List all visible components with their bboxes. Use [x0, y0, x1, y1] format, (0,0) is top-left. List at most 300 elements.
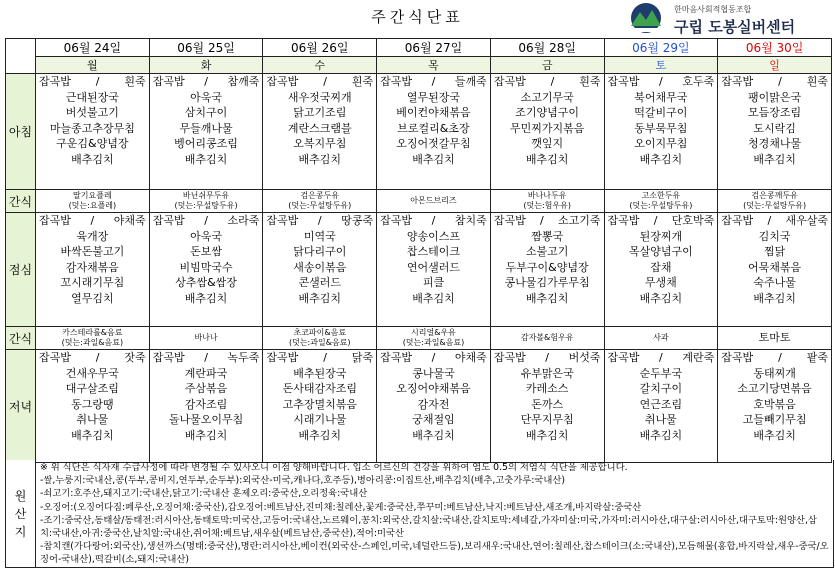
- porridge-text: 새우살죽: [785, 214, 828, 227]
- snack-line: (덧는:과일&음료): [288, 338, 351, 347]
- menu-item: 취나물: [76, 413, 109, 426]
- snack2-cell: [36, 327, 150, 350]
- menu-item: 소불고기: [525, 245, 569, 258]
- rice-text: 잡곡밥: [152, 75, 185, 88]
- menu-item: 열무된장국: [406, 90, 461, 104]
- slash-text: /: [545, 351, 550, 364]
- origin-notes: [5, 460, 834, 568]
- porridge-text: 땅콩죽: [341, 214, 374, 227]
- menu-item: 브로컬리&초장: [397, 121, 470, 135]
- rice-porridge-line: [605, 74, 718, 90]
- corner-cell: [6, 39, 36, 74]
- snack-line: (덧는:무설탕두유): [743, 201, 807, 210]
- menu-item: 돈보쌈: [190, 245, 222, 258]
- notes-label-char: 산: [14, 506, 27, 521]
- date-text: 06월 26일: [290, 41, 349, 55]
- rice-text: 잡곡밥: [152, 351, 185, 364]
- menu-item: 순두부국: [639, 366, 683, 380]
- menu-item: 팽이맑은국: [748, 90, 802, 104]
- rice-porridge-line: [718, 350, 831, 366]
- weekday-row: [6, 57, 832, 74]
- rice-porridge-line: [491, 350, 604, 366]
- menu-item: 김치국: [758, 229, 791, 243]
- slash-text: /: [778, 75, 782, 88]
- snack-line: (덧는:과일&음료): [61, 338, 124, 347]
- snack-line: (덧는:무설탕두유): [288, 201, 352, 210]
- weekday-text: 토: [655, 59, 667, 72]
- date-header: [149, 39, 263, 57]
- menu-item: 두부구이&양념장: [505, 260, 589, 274]
- menu-item: 삼치구이: [184, 106, 228, 119]
- rice-text: 잡곡밥: [380, 351, 412, 364]
- menu-item: 북어채무국: [634, 90, 688, 104]
- date-text: 06월 25일: [177, 41, 235, 55]
- porridge-text: 팥죽: [806, 351, 828, 364]
- snack1-cell: [36, 190, 150, 213]
- rice-porridge-line: [263, 350, 376, 366]
- snack2-cell: [604, 327, 718, 350]
- menu-item: 배추김치: [298, 152, 342, 166]
- slash-text: /: [431, 214, 436, 227]
- dinner-cell: [604, 350, 718, 463]
- menu-item: 오징어젓갈무침: [396, 137, 471, 150]
- menu-item: 배추김치: [184, 152, 228, 166]
- meal-label-text: 간식: [8, 194, 33, 209]
- snack-line: 초코파이&음료: [293, 328, 347, 337]
- slash-text: /: [431, 75, 436, 88]
- menu-item: 연근조림: [639, 397, 683, 411]
- menu-item: 바싹돈불고기: [60, 245, 125, 258]
- menu-item: 호박볶음: [753, 397, 796, 411]
- menu-item: 동그랑땡: [71, 397, 114, 411]
- porridge-text: 호두죽: [682, 75, 715, 88]
- rice-porridge-line: [150, 213, 263, 229]
- weekly-menu-table: [5, 38, 832, 463]
- rice-porridge-line: [377, 213, 490, 229]
- meal-label-text: 점심: [8, 263, 33, 277]
- lunch-label: [6, 213, 36, 327]
- rice-text: 잡곡밥: [152, 214, 185, 227]
- slash-text: /: [204, 75, 208, 88]
- slash-text: /: [323, 351, 327, 364]
- menu-item: 열무김치: [71, 291, 114, 305]
- slash-text: /: [539, 214, 544, 227]
- menu-item: 대구살조림: [65, 382, 119, 395]
- snack1-label: [6, 190, 36, 213]
- lunch-cell: [36, 213, 150, 327]
- menu-item: 갈치구이: [639, 382, 683, 395]
- menu-item: 배추김치: [412, 152, 455, 166]
- menu-item: 무들깨나물: [179, 121, 233, 135]
- menu-item: 유부맑은국: [520, 366, 574, 380]
- rice-text: 잡곡밥: [721, 214, 754, 227]
- weekday-text: 월: [87, 59, 98, 72]
- slash-text: /: [95, 351, 100, 364]
- snack-line: 고소한두유: [641, 191, 681, 200]
- porridge-text: 단호박죽: [671, 214, 715, 227]
- snack-line: 검은콩두유: [300, 191, 340, 200]
- weekday-header: [490, 57, 604, 74]
- porridge-text: 소고기죽: [557, 214, 601, 227]
- meal-label-text: 저녁: [8, 399, 33, 414]
- slash-text: /: [204, 351, 208, 364]
- snack-line: 토마토: [758, 331, 791, 344]
- notes-line: -쇠고기:호주산,돼지고기:국내산,닭고기:국내산 훈제오리:중국산,오리정육:국내산: [40, 488, 368, 500]
- porridge-text: 잣죽: [124, 351, 146, 364]
- breakfast-cell: [149, 74, 263, 190]
- porridge-text: 버섯죽: [568, 351, 601, 364]
- notes-label: [6, 460, 36, 567]
- rice-text: 잡곡밥: [39, 351, 71, 364]
- snack-line: (덧는:요플레): [68, 201, 117, 210]
- menu-item: 오복지무침: [293, 137, 347, 150]
- notes-line: -오징어:(오징어다짐:페루산,오징어채:중국산),갑오징어:베트남산,진미채:칠레산,꽃게:중국산,쭈꾸미:베트남산,낙지:베트남산,새조개,바지락살:중국산: [40, 501, 642, 513]
- rice-text: 잡곡밥: [607, 351, 640, 364]
- menu-item: 조기양념구이: [515, 106, 580, 119]
- menu-item: 배추김치: [71, 152, 114, 166]
- snack2-cell: [490, 327, 604, 350]
- dinner-row: [6, 350, 832, 463]
- menu-item: 무민찌가지볶음: [509, 121, 585, 135]
- weekday-text: 화: [200, 59, 212, 72]
- menu-item: 새송이볶음: [293, 260, 347, 274]
- notes-line: -조기:중국산,동태살/동태전:러시아산,동태토막:미국산,고등어:국내산,노르웨이,꽁치:외국산,갈치살:국내산,갈치토막:세네갈,가자미살:미국,가자미:러시아산,대구살:러시아산,대구토막:원양산,삼치:국내산,아귀:중국산,날치알:국내산,쥐어채:베트남,새우살(베트남산,중국산),적어:미국산: [40, 514, 817, 540]
- menu-item: 카레소스: [525, 382, 569, 395]
- rice-text: 잡곡밥: [380, 214, 412, 227]
- menu-item: 비빔막국수: [179, 260, 233, 274]
- breakfast-cell: [36, 74, 150, 190]
- breakfast-cell: [263, 74, 377, 190]
- snack1-cell: [718, 190, 832, 213]
- dinner-cell: [149, 350, 263, 463]
- snack-line: 딸기요플레: [73, 191, 112, 200]
- menu-item: 잡채: [650, 260, 672, 274]
- menu-item: 감자채볶음: [65, 260, 119, 274]
- menu-item: 감자전: [417, 397, 450, 411]
- menu-item: 배추김치: [753, 291, 796, 305]
- notes-text: [36, 460, 833, 567]
- menu-item: 콩나물김가루무침: [504, 276, 590, 289]
- menu-item: 새우젓국찌개: [287, 90, 352, 104]
- menu-item: 연어샐러드: [406, 260, 461, 274]
- slash-text: /: [204, 214, 208, 227]
- rice-porridge-line: [605, 350, 718, 366]
- rice-porridge-line: [150, 74, 263, 90]
- rice-text: 잡곡밥: [493, 214, 526, 227]
- lunch-cell: [718, 213, 832, 327]
- snack2-cell: [718, 327, 832, 350]
- rice-text: 잡곡밥: [266, 75, 299, 88]
- breakfast-row: [6, 74, 832, 190]
- notes-label-char: 원: [14, 488, 27, 503]
- notes-label-char: 지: [14, 524, 27, 539]
- menu-item: 모듬장조림: [748, 106, 802, 119]
- notes-line: -참치캔(가다랑어:외국산),생선까스(명태:중국산),명란:러시아산,베이컨(외국산-스페인,미국,네덜란드등),보리새우:국내산,연어:칠레산,찹스테이크(소:국내산),모듬해물(홍합,바지락살,새우-중국/오징어-국내산),떡갈비(소,돼지:국내산): [40, 541, 829, 566]
- snack-line: 검은콩깨두유: [751, 191, 798, 200]
- date-text: 06월 30일: [745, 41, 804, 55]
- page-title: 주간식단표: [371, 8, 464, 26]
- menu-item: 근대된장국: [65, 90, 119, 104]
- menu-item: 양송이스프: [406, 229, 461, 243]
- porridge-text: 참깨죽: [227, 75, 260, 88]
- menu-item: 아욱국: [190, 90, 222, 104]
- menu-item: 구운김&양념장: [56, 137, 129, 150]
- breakfast-cell: [490, 74, 604, 190]
- rice-porridge-line: [36, 213, 149, 229]
- menu-item: 계란스크램블: [287, 121, 352, 135]
- menu-item: 감자조림: [184, 397, 228, 411]
- slash-text: /: [317, 214, 322, 227]
- date-header: [490, 39, 604, 57]
- rice-text: 잡곡밥: [266, 214, 299, 227]
- snack-line: 감자볼&험우유: [520, 333, 574, 342]
- menu-item: 꼬시래기무침: [60, 276, 125, 289]
- menu-item: 오징어야채볶음: [396, 382, 471, 395]
- weekday-header: [377, 57, 491, 74]
- menu-item: 배추김치: [753, 152, 796, 166]
- weekday-header: [36, 57, 150, 74]
- menu-item: 도시락김: [753, 121, 796, 135]
- porridge-text: 참치죽: [454, 214, 487, 227]
- porridge-text: 흰죽: [806, 75, 828, 88]
- weekday-header: [718, 57, 832, 74]
- rice-porridge-line: [718, 213, 831, 229]
- mountain-logo-icon: [628, 2, 664, 34]
- rice-porridge-line: [150, 350, 263, 366]
- snack2-label: [6, 327, 36, 350]
- dinner-label: [6, 350, 36, 463]
- weekday-text: 목: [428, 59, 439, 72]
- dinner-cell: [263, 350, 377, 463]
- menu-item: 건새우무국: [65, 366, 119, 380]
- rice-porridge-line: [36, 74, 149, 90]
- slash-text: /: [90, 214, 95, 227]
- date-header: [718, 39, 832, 57]
- slash-text: /: [550, 75, 555, 88]
- menu-item: 깻잎지: [531, 137, 564, 150]
- rice-porridge-line: [491, 213, 604, 229]
- snack-line: 바나나: [194, 333, 218, 342]
- menu-item: 시래기나물: [293, 413, 347, 426]
- slash-text: /: [767, 214, 772, 227]
- rice-text: 잡곡밥: [493, 351, 526, 364]
- snack2-row: [6, 327, 832, 350]
- snack1-cell: [490, 190, 604, 213]
- weekday-header: [149, 57, 263, 74]
- logo-union-name: 한마음사회적협동조합: [674, 5, 752, 14]
- porridge-text: 소라죽: [227, 214, 260, 227]
- menu-item: 벵어리콩조림: [174, 137, 238, 150]
- menu-item: 찹스테이크: [406, 245, 461, 258]
- lunch-row: [6, 213, 832, 327]
- rice-porridge-line: [377, 74, 490, 90]
- slash-text: /: [323, 75, 327, 88]
- snack-line: 시리얼&우유: [411, 328, 456, 337]
- menu-item: 무생채: [644, 276, 677, 289]
- menu-item: 배추김치: [184, 291, 228, 305]
- slash-text: /: [653, 214, 658, 227]
- breakfast-cell: [718, 74, 832, 190]
- snack1-cell: [149, 190, 263, 213]
- rice-text: 잡곡밥: [493, 75, 526, 88]
- snack1-cell: [604, 190, 718, 213]
- rice-text: 잡곡밥: [607, 75, 640, 88]
- weekday-text: 일: [769, 59, 780, 72]
- lunch-cell: [149, 213, 263, 327]
- menu-item: 배추김치: [639, 152, 683, 166]
- menu-item: 계란파국: [184, 366, 228, 380]
- rice-porridge-line: [377, 350, 490, 366]
- date-text: 06월 29일: [632, 41, 690, 55]
- rice-porridge-line: [718, 74, 831, 90]
- date-text: 06월 24일: [63, 41, 122, 55]
- snack-line: 카스테라롤&음료: [62, 328, 123, 337]
- menu-item: 육개장: [76, 229, 109, 243]
- menu-item: 돈사태감자조림: [282, 382, 357, 395]
- rice-text: 잡곡밥: [266, 351, 299, 364]
- snack-line: 바나나두유: [527, 191, 567, 200]
- snack-line: (덧는:무설탕두유): [629, 201, 693, 210]
- weekday-header: [604, 57, 718, 74]
- menu-item: 상추쌈&쌈장: [175, 276, 237, 289]
- menu-item: 궁채절임: [412, 413, 455, 426]
- menu-item: 닭고기조림: [293, 106, 347, 119]
- notes-line: ※ 위 식단은 식자재 수급사정에 따라 변경될 수 있사오니 이점 양해바랍니다. 입소 어르신의 건강을 위하여 염도 0.5의 저염식 식단을 제공합니다.: [40, 462, 628, 473]
- menu-item: 단무지무침: [520, 413, 574, 426]
- menu-item: 주삼볶음: [184, 382, 228, 395]
- slash-text: /: [659, 75, 663, 88]
- menu-item: 배추김치: [71, 428, 114, 442]
- date-header: [36, 39, 150, 57]
- slash-text: /: [778, 351, 782, 364]
- lunch-cell: [377, 213, 491, 327]
- breakfast-cell: [604, 74, 718, 190]
- porridge-text: 흰죽: [351, 75, 374, 88]
- menu-item: 아욱국: [190, 229, 222, 243]
- porridge-text: 흰죽: [579, 75, 601, 88]
- menu-item: 배추김치: [639, 291, 683, 305]
- snack-line: 아몬드브리즈: [410, 196, 457, 205]
- menu-item: 오이지무침: [634, 137, 688, 150]
- snack1-row: [6, 190, 832, 213]
- menu-item: 돌나물오이무침: [168, 413, 244, 426]
- menu-item: 버섯불고기: [65, 106, 119, 119]
- center-logo: [628, 2, 833, 36]
- date-row: [6, 39, 832, 57]
- snack1-cell: [377, 190, 491, 213]
- porridge-text: 닭죽: [351, 351, 374, 364]
- menu-item: 배추김치: [525, 152, 569, 166]
- menu-item: 배추김치: [184, 428, 228, 442]
- menu-item: 고추장멸치볶음: [282, 397, 357, 411]
- rice-text: 잡곡밥: [380, 75, 412, 88]
- weekday-text: 금: [541, 59, 553, 72]
- meal-label-text: 아침: [8, 125, 33, 139]
- menu-item: 배추김치: [525, 428, 569, 442]
- rice-porridge-line: [263, 213, 376, 229]
- menu-item: 미역국: [303, 229, 336, 243]
- snack-line: 바닌쉬무두유: [182, 191, 230, 200]
- rice-porridge-line: [605, 213, 718, 229]
- slash-text: /: [95, 75, 100, 88]
- menu-item: 배추김치: [412, 291, 455, 305]
- date-text: 06월 27일: [404, 41, 463, 55]
- menu-item: 된장찌개: [639, 229, 683, 243]
- dinner-cell: [377, 350, 491, 463]
- date-header: [263, 39, 377, 57]
- menu-item: 돈까스: [531, 397, 564, 411]
- menu-item: 배추김치: [298, 428, 342, 442]
- dinner-cell: [490, 350, 604, 463]
- menu-item: 숙주나물: [753, 276, 796, 289]
- menu-item: 배추김치: [525, 291, 569, 305]
- meal-label-text: 간식: [8, 331, 33, 346]
- porridge-text: 계란죽: [682, 351, 715, 364]
- menu-item: 청경채나물: [748, 137, 802, 150]
- snack2-cell: [377, 327, 491, 350]
- menu-item: 콩나물국: [412, 366, 455, 380]
- menu-item: 배추김치: [298, 291, 342, 305]
- snack1-cell: [263, 190, 377, 213]
- breakfast-label: [6, 74, 36, 190]
- dinner-cell: [718, 350, 832, 463]
- slash-text: /: [659, 351, 663, 364]
- porridge-text: 야채죽: [113, 214, 146, 227]
- breakfast-cell: [377, 74, 491, 190]
- rice-text: 잡곡밥: [607, 214, 640, 227]
- menu-item: 배추김치: [753, 428, 796, 442]
- porridge-text: 흰죽: [124, 75, 146, 88]
- menu-item: 배추김치: [412, 428, 455, 442]
- menu-item: 콘샐러드: [298, 276, 342, 289]
- rice-porridge-line: [263, 74, 376, 90]
- weekday-text: 수: [314, 59, 326, 72]
- menu-item: 고들빼기무침: [742, 413, 807, 426]
- menu-item: 배추김치: [639, 428, 683, 442]
- rice-porridge-line: [491, 74, 604, 90]
- snack-line: (덧는:과일&음료): [402, 338, 465, 347]
- porridge-text: 녹두죽: [227, 351, 260, 364]
- menu-item: 동부묵무침: [634, 121, 688, 135]
- rice-text: 잡곡밥: [721, 351, 754, 364]
- porridge-text: 들깨죽: [454, 75, 487, 88]
- menu-item: 취나물: [644, 413, 677, 426]
- page-header: [0, 0, 835, 38]
- rice-text: 잡곡밥: [721, 75, 754, 88]
- rice-porridge-line: [36, 350, 149, 366]
- menu-item: 닭다리구이: [293, 245, 347, 258]
- logo-center-name: 구립 도봉실버센터: [674, 18, 796, 36]
- snack-line: 사과: [653, 333, 669, 342]
- date-header: [604, 39, 718, 57]
- lunch-cell: [490, 213, 604, 327]
- lunch-cell: [604, 213, 718, 327]
- menu-item: 목살양념구이: [628, 245, 693, 258]
- menu-item: 피클: [422, 276, 445, 289]
- menu-item: 소고기무국: [520, 90, 574, 104]
- menu-item: 동태찌개: [753, 366, 796, 380]
- date-text: 06월 28일: [518, 41, 576, 55]
- menu-item: 떡갈비구이: [634, 106, 688, 119]
- snack-line: (덧는:무설탕두유): [174, 201, 238, 210]
- lunch-cell: [263, 213, 377, 327]
- porridge-text: 야채죽: [454, 351, 487, 364]
- rice-text: 잡곡밥: [39, 75, 71, 88]
- menu-item: 찜닭: [763, 245, 786, 258]
- menu-item: 짬뽕국: [531, 229, 564, 243]
- rice-text: 잡곡밥: [39, 214, 71, 227]
- snack-line: (덧는:험우유): [523, 201, 571, 210]
